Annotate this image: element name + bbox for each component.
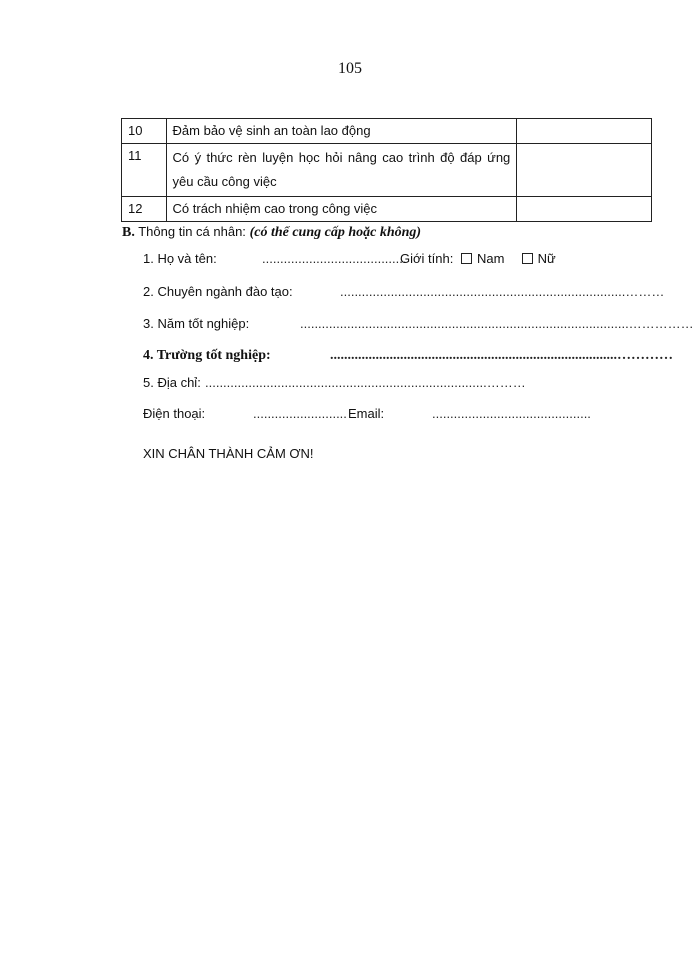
school-label: 4. Trường tốt nghiệp:: [143, 348, 271, 363]
graduation-year-input[interactable]: ...........................................................................................……………: [300, 316, 694, 331]
gender-male-checkbox[interactable]: [461, 253, 472, 264]
phone-input[interactable]: ..........................: [253, 406, 347, 421]
row-description: [166, 197, 517, 222]
section-b-title: Thông tin cá nhân:: [138, 224, 246, 239]
row-description: [166, 119, 517, 144]
row-number: 12: [122, 197, 167, 222]
table-row: [122, 119, 652, 144]
table-row: [122, 197, 652, 222]
table-row: [122, 144, 652, 197]
row-number: 10: [122, 119, 167, 144]
section-b-heading: [122, 224, 421, 241]
row-text-line: Có ý thức rèn luyện học hỏi nâng cao trình độ đáp ứng: [172, 150, 511, 165]
name-input[interactable]: ........................................: [262, 251, 407, 266]
closing-text: XIN CHÂN THÀNH CẢM ƠN!: [143, 446, 314, 461]
graduation-year-label: 3. Năm tốt nghiệp:: [143, 316, 250, 331]
email-label: Email:: [348, 406, 385, 421]
row-rating-cell[interactable]: [517, 144, 652, 197]
row-text-line: yêu cầu công việc: [172, 174, 277, 189]
row-description: [166, 144, 517, 197]
row-rating-cell[interactable]: [517, 119, 652, 144]
gender-field: [400, 251, 556, 266]
major-input[interactable]: ...............................................................................………: [340, 284, 665, 299]
section-b-label: B.: [122, 225, 135, 240]
row-number: 11: [122, 144, 167, 197]
gender-label: Giới tính:: [400, 251, 454, 266]
address-label: 5. Địa chỉ:: [143, 375, 201, 390]
row-rating-cell[interactable]: [517, 197, 652, 222]
address-input[interactable]: ..............................................................................………: [205, 375, 526, 390]
email-input[interactable]: ............................................: [432, 406, 591, 421]
row-text-line: Đảm bảo vệ sinh an toàn lao động: [172, 123, 371, 138]
row-text-line: Có trách nhiệm cao trong công việc: [172, 201, 378, 216]
gender-male-label: Nam: [476, 251, 505, 266]
page-number: 105: [338, 60, 362, 77]
phone-label: Điện thoại:: [143, 406, 206, 421]
name-label: 1. Họ và tên:: [143, 251, 217, 266]
section-b-note: (có thể cung cấp hoặc không): [249, 225, 422, 240]
gender-female-label: Nữ: [537, 251, 556, 266]
school-input[interactable]: ..................................................................................…………: [330, 348, 673, 363]
criteria-table: [121, 118, 652, 222]
major-label: 2. Chuyên ngành đào tạo:: [143, 284, 293, 299]
gender-female-checkbox[interactable]: [522, 253, 533, 264]
name-field-row: [143, 251, 217, 266]
